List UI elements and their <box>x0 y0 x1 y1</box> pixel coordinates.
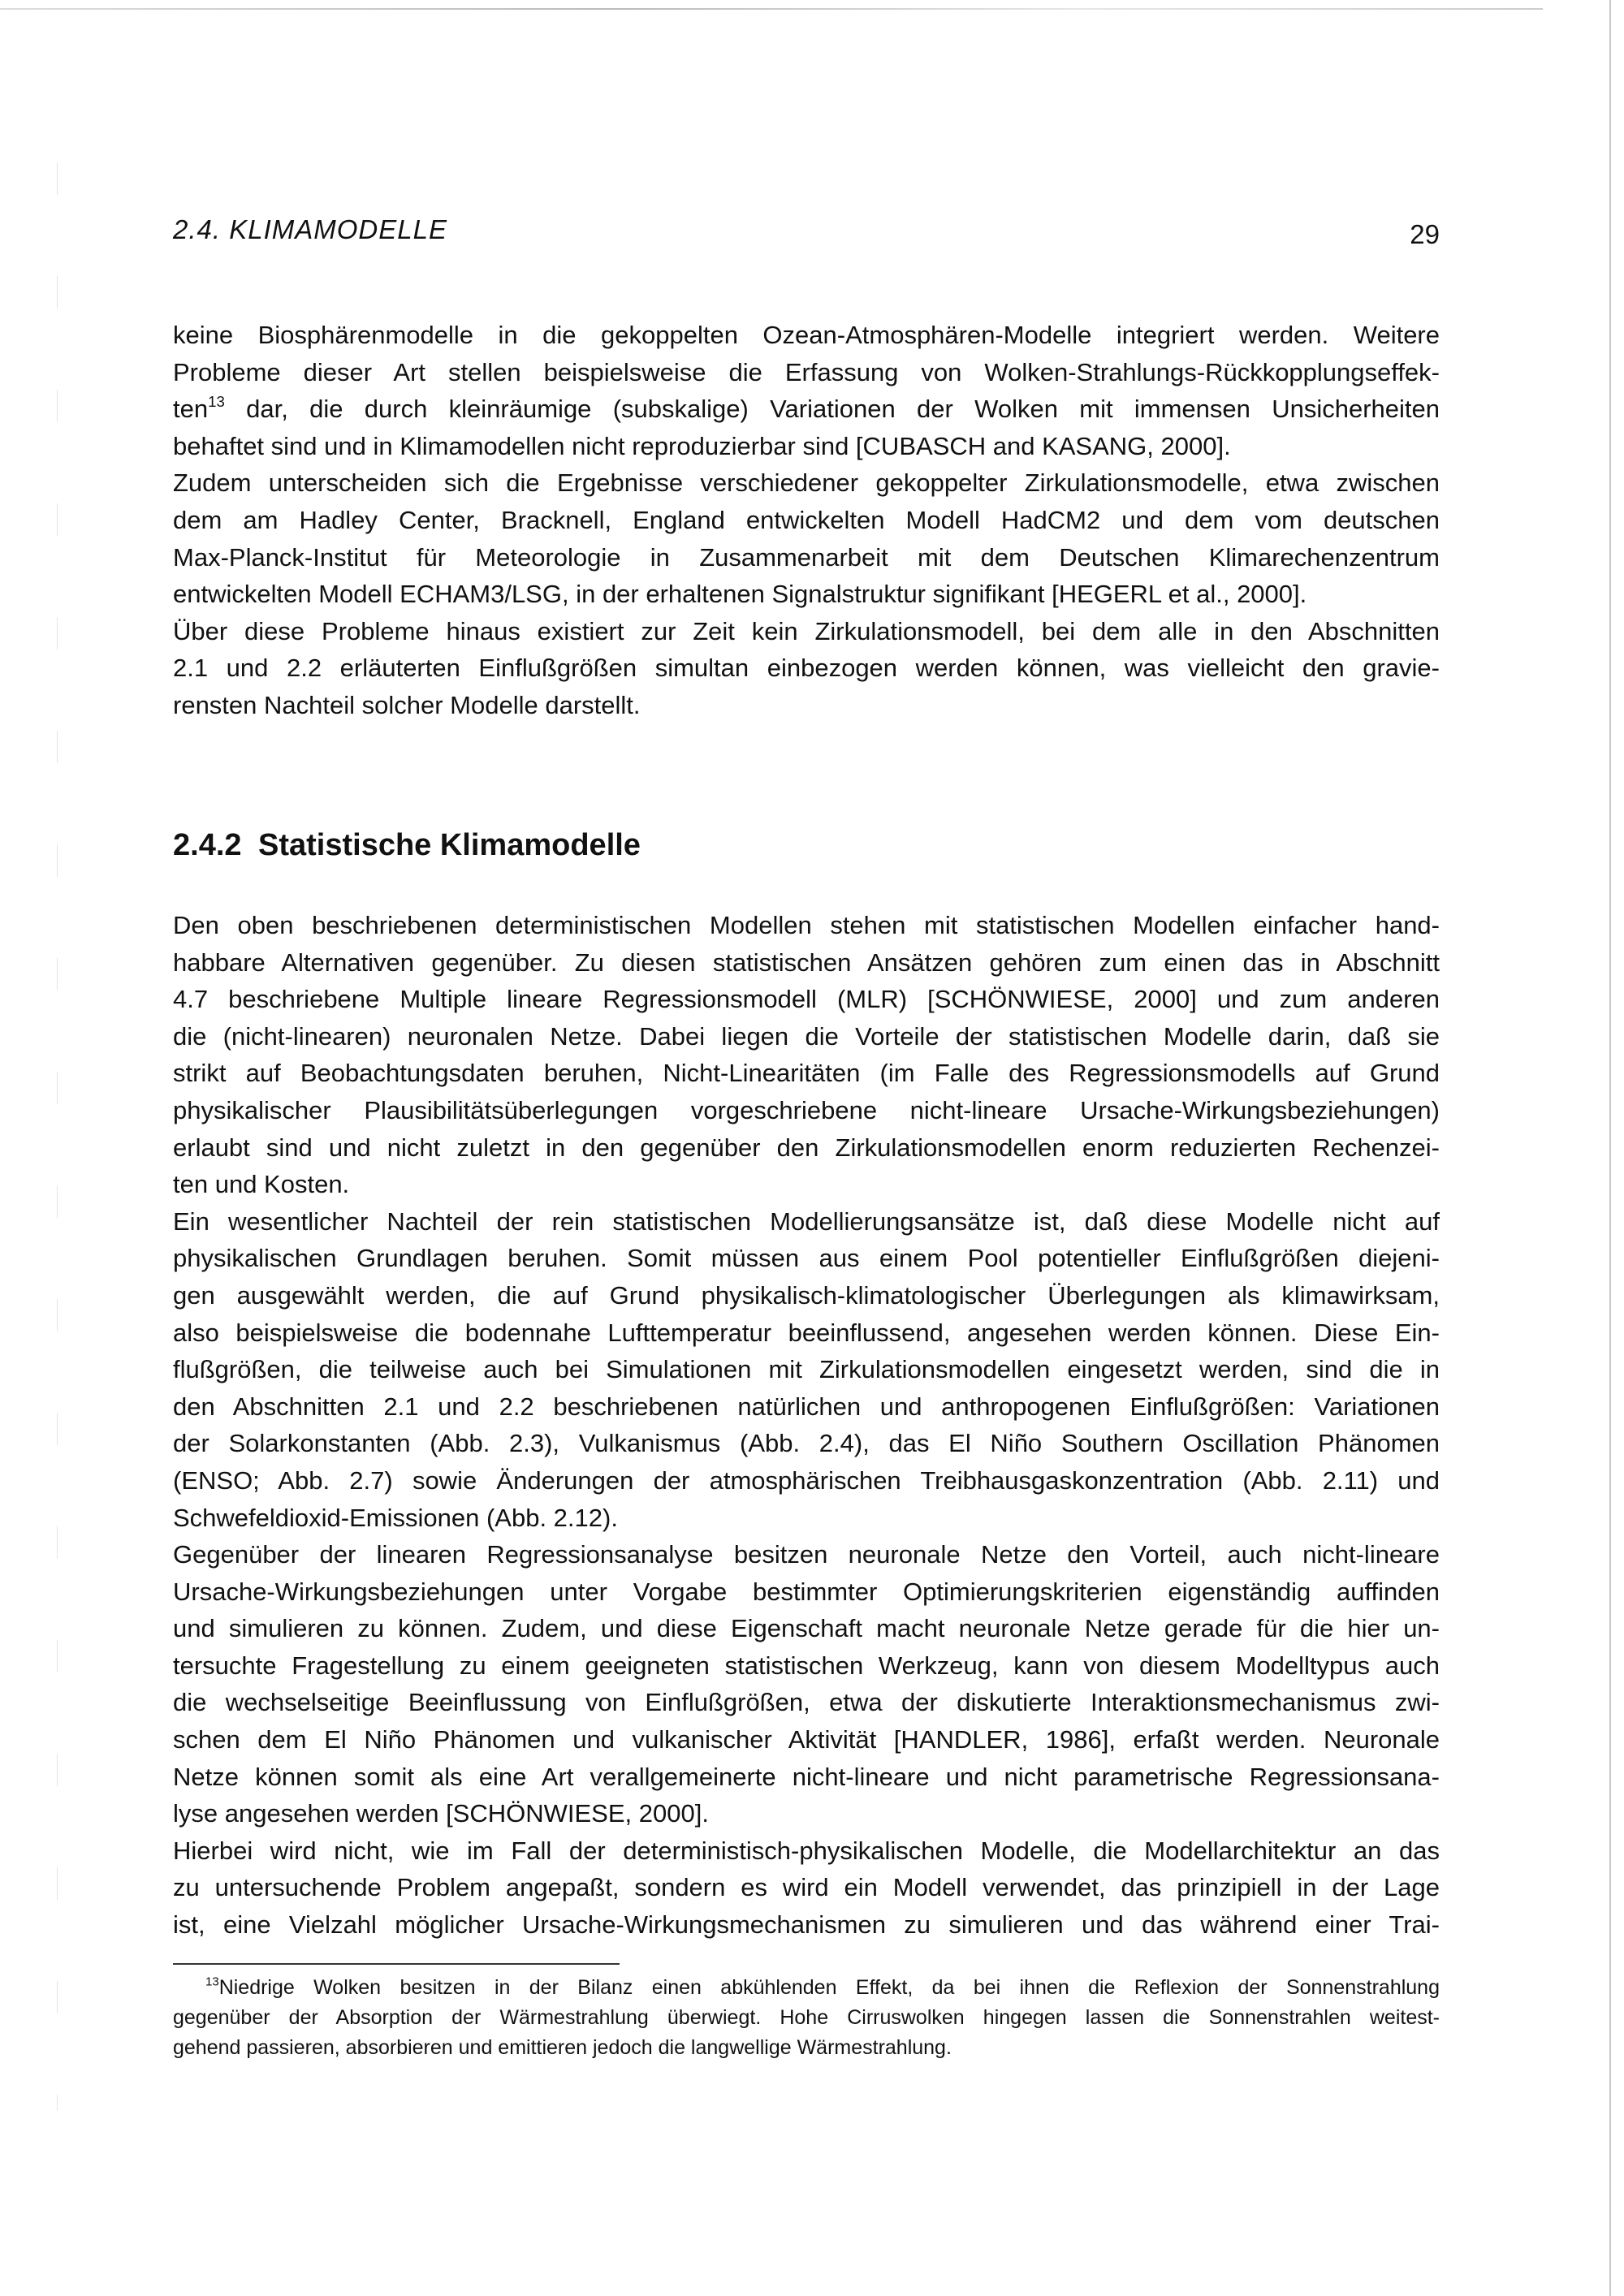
text-line: Ursache-Wirkungsbeziehungen unter Vorgabe bestimmter Optimierungskriterien eigenständig auffinden <box>173 1577 1440 1606</box>
text-line: und simulieren zu können. Zudem, und diese Eigenschaft macht neuronale Netze gerade für die hier un- <box>173 1614 1440 1643</box>
footnote-line: gegenüber der Absorption der Wärmestrahlung überwiegt. Hohe Cirruswolken hingegen lassen die Sonnenstrahlen weitest- <box>173 2006 1440 2029</box>
line-text: Niedrige Wolken besitzen in der Bilanz einen abkühlenden Effekt, da bei ihnen die Reflexion der Sonnenstrahlung <box>218 1976 1440 1999</box>
text-line: Den oben beschriebenen deterministischen Modellen stehen mit statistischen Modellen einfacher hand- <box>173 911 1440 939</box>
text-line: physikalischen Grundlagen beruhen. Somit müssen aus einem Pool potentieller Einflußgrößen diejeni- <box>173 1244 1440 1273</box>
text-line: Max-Planck-Institut für Meteorologie in Zusammenarbeit mit dem Deutschen Klimarechenzentrum <box>173 542 1440 572</box>
footnote-line: gehend passieren, absorbieren und emittieren jedoch die langwellige Wärmestrahlung. <box>173 2036 952 2059</box>
footnote <box>173 1973 1440 2063</box>
text-line: Ein wesentlicher Nachteil der rein statistischen Modellierungsansätze ist, daß diese Modelle nicht auf <box>173 1206 1440 1236</box>
footnote-marker: 13 <box>208 393 225 411</box>
scan-artifact-right <box>1609 0 1611 2296</box>
section-number: 2.4.2 <box>173 828 242 862</box>
text-line: dem am Hadley Center, Bracknell, England entwickelten Modell HadCM2 und dem vom deutschen <box>173 505 1440 534</box>
scan-artifact-left <box>57 162 58 2111</box>
line-text: ten <box>173 395 209 424</box>
text-line: ten und Kosten. <box>173 1170 350 1199</box>
text-line: ist, eine Vielzahl möglicher Ursache-Wirkungsmechanismen zu simulieren und das während einer Trai- <box>173 1910 1440 1940</box>
text-line: (ENSO; Abb. 2.7) sowie Änderungen der atmosphärischen Treibhausgaskonzentration (Abb. 2.11) und <box>173 1465 1440 1495</box>
footnote-rule <box>173 1963 620 1965</box>
text-line: also beispielsweise die bodennahe Lufttemperatur beeinflussend, angesehen werden können. Diese Ein- <box>173 1318 1440 1347</box>
text-line: lyse angesehen werden [SCHÖNWIESE, 2000]. <box>173 1799 709 1828</box>
text-line: physikalischer Plausibilitätsüberlegungen vorgeschriebene nicht-lineare Ursache-Wirkungsbeziehungen) <box>173 1095 1440 1124</box>
text-line: Netze können somit als eine Art verallgemeinerte nicht-lineare und nicht parametrische Regressionsana- <box>173 1762 1440 1791</box>
body-text-top <box>173 317 1440 724</box>
text-line: den Abschnitten 2.1 und 2.2 beschriebenen natürlichen und anthropogenen Einflußgrößen: Variationen <box>173 1392 1440 1421</box>
text-line: Schwefeldioxid-Emissionen (Abb. 2.12). <box>173 1503 618 1532</box>
line-text: dar, die durch kleinräumige (subskalige) Variationen der Wolken mit immensen Unsicherheiten <box>224 395 1440 424</box>
text-line: die wechselseitige Beeinflussung von Einflußgrößen, etwa der diskutierte Interaktionsmechanismus zwi- <box>173 1688 1440 1717</box>
page-number: 29 <box>1410 219 1440 249</box>
text-line: Hierbei wird nicht, wie im Fall der deterministisch-physikalischen Modelle, die Modellarchitektur an das <box>173 1836 1440 1865</box>
text-line: entwickelten Modell ECHAM3/LSG, in der erhaltenen Signalstruktur signifikant [HEGERL et al., 2000]. <box>173 580 1307 609</box>
text-line: habbare Alternativen gegenüber. Zu diesen statistischen Ansätzen gehören zum einen das in Abschnitt <box>173 947 1440 977</box>
text-line: Probleme dieser Art stellen beispielsweise die Erfassung von Wolken-Strahlungs-Rückkopplungseffek- <box>173 357 1440 386</box>
text-line: 4.7 beschriebene Multiple lineare Regressionsmodell (MLR) [SCHÖNWIESE, 2000] und zum anderen <box>173 985 1440 1014</box>
section-heading <box>173 828 641 863</box>
scan-artifact-top <box>0 8 1543 10</box>
footnote-marker: 13 <box>205 1974 219 1989</box>
running-header <box>173 214 1440 252</box>
footnote-line <box>173 1973 1440 2003</box>
text-line: Gegenüber der linearen Regressionsanalyse besitzen neuronale Netze den Vorteil, auch nicht-lineare <box>173 1540 1440 1569</box>
body-text-bottom <box>173 907 1440 1944</box>
text-line: Über diese Probleme hinaus existiert zur Zeit kein Zirkulationsmodell, bei dem alle in den Abschnitten <box>173 616 1440 645</box>
text-line: tersuchte Fragestellung zu einem geeigneten statistischen Werkzeug, kann von diesem Modelltypus auch <box>173 1651 1440 1680</box>
text-line: schen dem El Niño Phänomen und vulkanischer Aktivität [HANDLER, 1986], erfaßt werden. Neuronale <box>173 1725 1440 1754</box>
text-line: strikt auf Beobachtungsdaten beruhen, Nicht-Linearitäten (im Falle des Regressionsmodells auf Grund <box>173 1059 1440 1088</box>
text-line: keine Biosphärenmodelle in die gekoppelten Ozean-Atmosphären-Modelle integriert werden. Weitere <box>173 321 1440 349</box>
text-line: der Solarkonstanten (Abb. 2.3), Vulkanismus (Abb. 2.4), das El Niño Southern Oscillation Phänomen <box>173 1429 1440 1458</box>
text-line: 2.1 und 2.2 erläuterten Einflußgrößen simultan einbezogen werden können, was vielleicht den gravie- <box>173 654 1440 683</box>
text-line: zu untersuchende Problem angepaßt, sondern es wird ein Modell verwendet, das prinzipiell in der Lage <box>173 1873 1440 1902</box>
text-line: Zudem unterscheiden sich die Ergebnisse verschiedener gekoppelter Zirkulationsmodelle, etwa zwischen <box>173 468 1440 498</box>
text-line <box>173 391 1440 428</box>
chapter-title: 2.4. KLIMAMODELLE <box>173 214 447 244</box>
text-line: die (nicht-linearen) neuronalen Netze. Dabei liegen die Vorteile der statistischen Modelle darin, daß sie <box>173 1021 1440 1051</box>
text-line: rensten Nachteil solcher Modelle darstellt. <box>173 690 641 719</box>
text-line: erlaubt sind und nicht zuletzt in den gegenüber den Zirkulationsmodellen enorm reduzierten Rechenzei- <box>173 1133 1440 1162</box>
text-line: behaftet sind und in Klimamodellen nicht reproduzierbar sind [CUBASCH and KASANG, 2000]. <box>173 431 1231 460</box>
text-line: flußgrößen, die teilweise auch bei Simulationen mit Zirkulationsmodellen eingesetzt werden, sind die in <box>173 1355 1440 1384</box>
section-title: Statistische Klimamodelle <box>258 828 641 862</box>
text-line: gen ausgewählt werden, die auf Grund physikalisch-klimatologischer Überlegungen als klimawirksam, <box>173 1280 1440 1310</box>
